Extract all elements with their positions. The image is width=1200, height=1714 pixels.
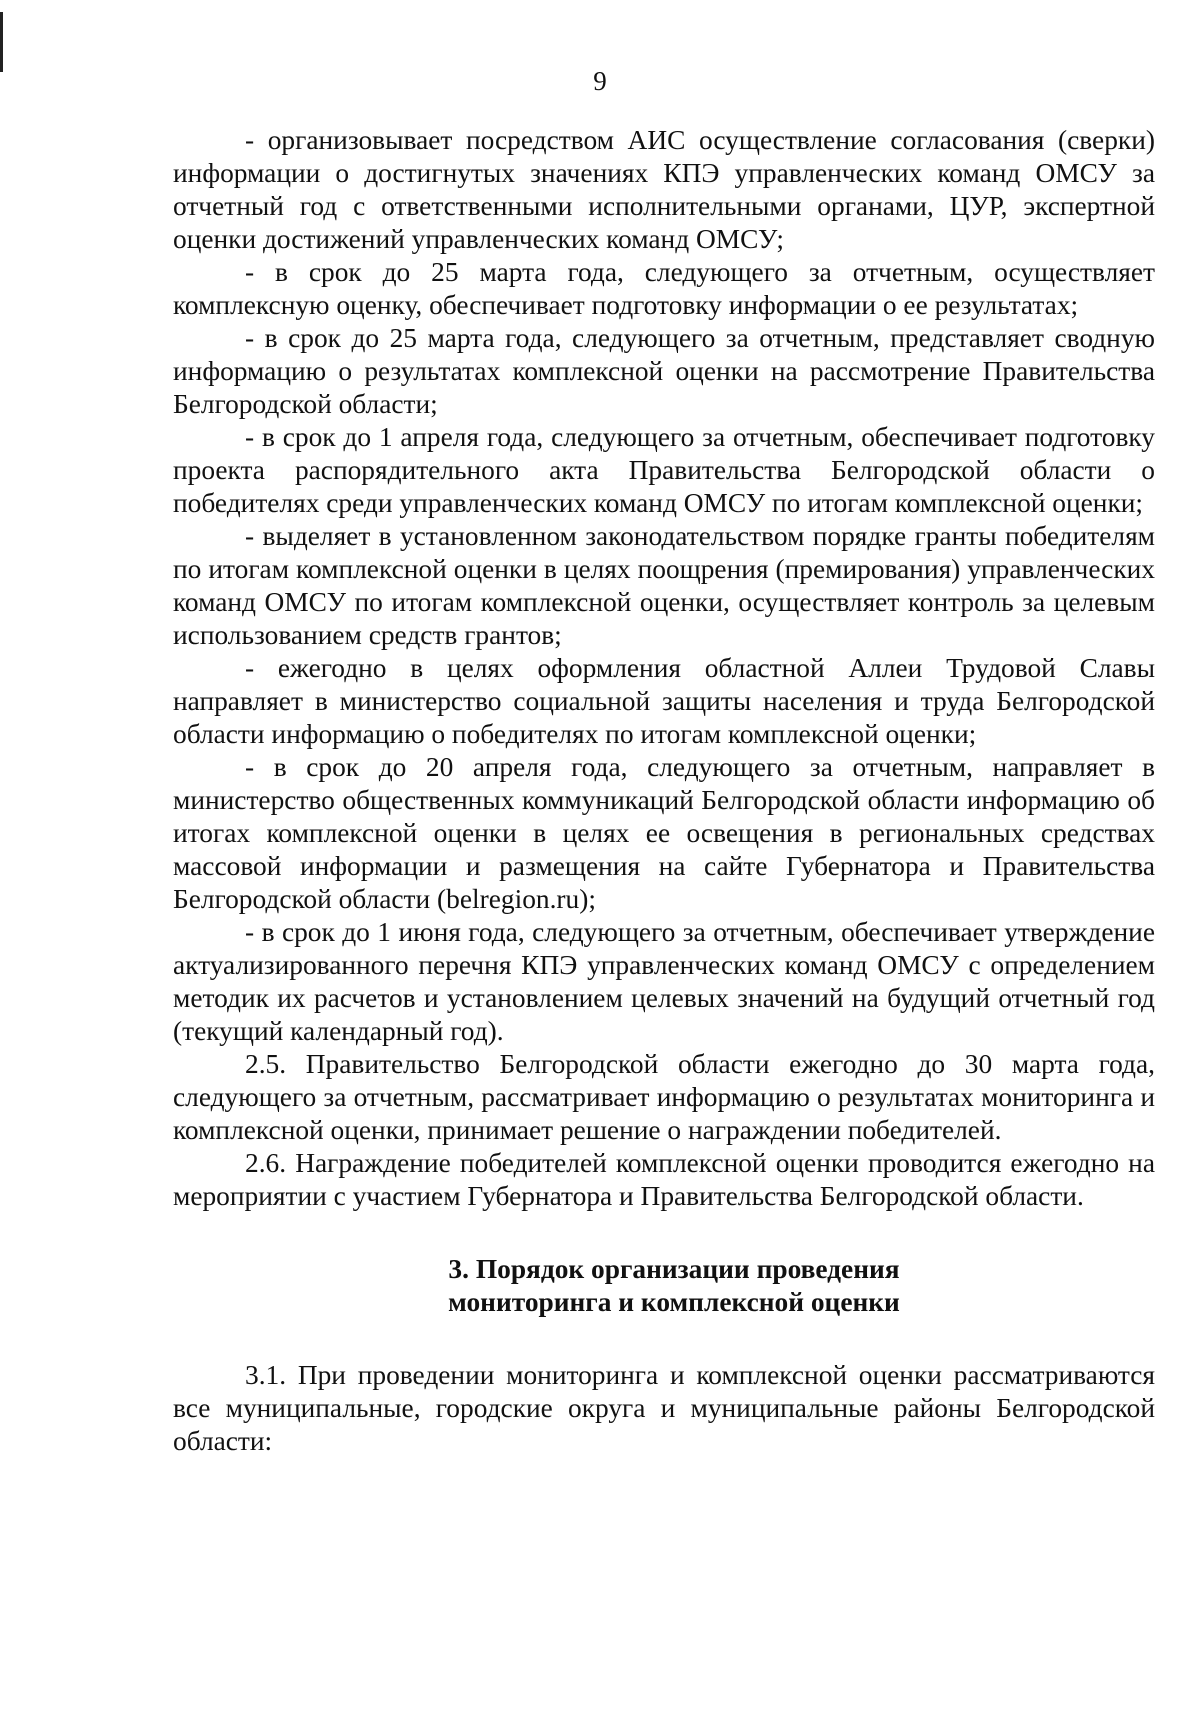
paragraph-media-coverage: - в срок до 20 апреля года, следующего за отчетным, направляет в министерство общественных коммуникаций Белгородской области информацию об итогах комплексной оценки в целях ее освещения в региональных средствах массовой информации и размещения на сайте Губернатора и Правительства Белгородской области (belregion.ru); — [173, 752, 1155, 914]
scan-edge-mark — [0, 12, 3, 72]
paragraph-summary-information: - в срок до 25 марта года, следующего за отчетным, представляет сводную информацию о результатах комплексной оценки на рассмотрение Правительства Белгородской области; — [173, 323, 1155, 419]
document-body — [173, 124, 1155, 1458]
paragraph-kpi-list-approval: - в срок до 1 июня года, следующего за отчетным, обеспечивает утверждение актуализированного перечня КПЭ управленческих команд ОМСУ с определением методик их расчетов и установлением целевых значений на будущий отчетный год (текущий календарный год). — [173, 917, 1155, 1046]
paragraph-complex-assessment: - в срок до 25 марта года, следующего за отчетным, осуществляет комплексную оценку, обеспечивает подготовку информации о ее результатах; — [173, 257, 1155, 320]
paragraph-clause-2-5: 2.5. Правительство Белгородской области ежегодно до 30 марта года, следующего за отчетным, рассматривает информацию о результатах мониторинга и комплексной оценки, принимает решение о награждении победителей. — [173, 1049, 1155, 1145]
section-heading — [173, 1253, 1155, 1319]
spacer — [173, 1319, 1155, 1359]
paragraph-clause-2-6: 2.6. Награждение победителей комплексной оценки проводится ежегодно на мероприятии с участием Губернатора и Правительства Белгородской области. — [173, 1148, 1155, 1211]
page-number: 9 — [593, 66, 607, 96]
section-heading-line-1: 3. Порядок организации проведения — [448, 1254, 900, 1284]
paragraph-ais-coordination: - организовывает посредством АИС осуществление согласования (сверки) информации о достигнутых значениях КПЭ управленческих команд ОМСУ за отчетный год с ответственными исполнительными органами, ЦУР, экспертной оценки достижений управленческих команд ОМСУ; — [173, 125, 1155, 254]
section-heading-line-2: мониторинга и комплексной оценки — [448, 1287, 900, 1317]
paragraph-alley-of-labor-glory: - ежегодно в целях оформления областной Аллеи Трудовой Славы направляет в министерство социальной защиты населения и труда Белгородской области информацию о победителях по итогам комплексной оценки; — [173, 653, 1155, 749]
paragraph-clause-3-1: 3.1. При проведении мониторинга и комплексной оценки рассматриваются все муниципальные, городские округа и муниципальные районы Белгородской области: — [173, 1360, 1155, 1456]
paragraph-grants: - выделяет в установленном законодательством порядке гранты победителям по итогам комплексной оценки в целях поощрения (премирования) управленческих команд ОМСУ по итогам комплексной оценки, осуществляет контроль за целевым использованием средств грантов; — [173, 521, 1155, 650]
paragraph-winners-act: - в срок до 1 апреля года, следующего за отчетным, обеспечивает подготовку проекта распорядительного акта Правительства Белгородской области о победителях среди управленческих команд ОМСУ по итогам комплексной оценки; — [173, 422, 1155, 518]
